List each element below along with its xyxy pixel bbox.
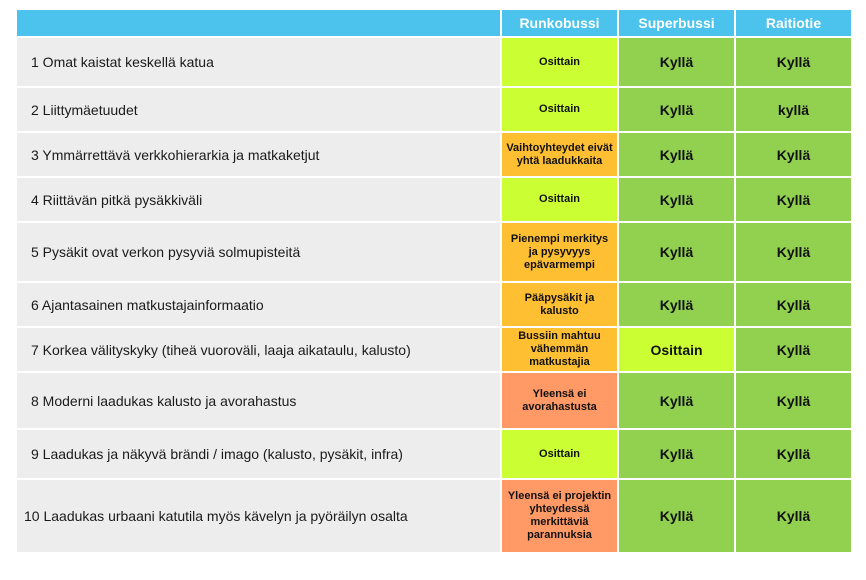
superbussi-cell: Kyllä <box>619 430 734 478</box>
comparison-table <box>15 8 853 554</box>
raitiotie-cell: Kyllä <box>736 223 851 281</box>
runkobussi-cell: Yleensä ei projektin yhteydessä merkittäviä parannuksia <box>502 480 617 552</box>
header-runkobussi: Runkobussi <box>502 10 617 36</box>
table-row <box>17 283 851 326</box>
runkobussi-cell: Osittain <box>502 178 617 221</box>
criterion-cell: 3 Ymmärrettävä verkkohierarkia ja matkaketjut <box>17 133 500 176</box>
raitiotie-cell: Kyllä <box>736 133 851 176</box>
raitiotie-cell: kyllä <box>736 88 851 131</box>
table-row <box>17 133 851 176</box>
table-body <box>17 38 851 552</box>
runkobussi-cell: Osittain <box>502 430 617 478</box>
table-row <box>17 328 851 371</box>
runkobussi-cell: Osittain <box>502 88 617 131</box>
criterion-cell: 1 Omat kaistat keskellä katua <box>17 38 500 86</box>
raitiotie-cell: Kyllä <box>736 480 851 552</box>
raitiotie-cell: Kyllä <box>736 328 851 371</box>
superbussi-cell: Kyllä <box>619 133 734 176</box>
table-row <box>17 223 851 281</box>
raitiotie-cell: Kyllä <box>736 178 851 221</box>
superbussi-cell: Osittain <box>619 328 734 371</box>
superbussi-cell: Kyllä <box>619 38 734 86</box>
superbussi-cell: Kyllä <box>619 373 734 428</box>
header-superbussi: Superbussi <box>619 10 734 36</box>
table-row <box>17 480 851 552</box>
table-row <box>17 178 851 221</box>
raitiotie-cell: Kyllä <box>736 283 851 326</box>
header-raitiotie: Raitiotie <box>736 10 851 36</box>
raitiotie-cell: Kyllä <box>736 373 851 428</box>
criterion-cell: 7 Korkea välityskyky (tiheä vuoroväli, laaja aikataulu, kalusto) <box>17 328 500 371</box>
table-row <box>17 38 851 86</box>
criterion-cell: 6 Ajantasainen matkustajainformaatio <box>17 283 500 326</box>
header-criterion <box>17 10 500 36</box>
criterion-cell: 5 Pysäkit ovat verkon pysyviä solmupisteitä <box>17 223 500 281</box>
runkobussi-cell: Pienempi merkitys ja pysyvyys epävarmempi <box>502 223 617 281</box>
raitiotie-cell: Kyllä <box>736 430 851 478</box>
runkobussi-cell: Pääpysäkit ja kalusto <box>502 283 617 326</box>
superbussi-cell: Kyllä <box>619 283 734 326</box>
criterion-cell: 4 Riittävän pitkä pysäkkiväli <box>17 178 500 221</box>
superbussi-cell: Kyllä <box>619 88 734 131</box>
runkobussi-cell: Vaihtoyhteydet eivät yhtä laadukkaita <box>502 133 617 176</box>
header-row <box>17 10 851 36</box>
superbussi-cell: Kyllä <box>619 480 734 552</box>
criterion-cell: 2 Liittymäetuudet <box>17 88 500 131</box>
criterion-cell: 9 Laadukas ja näkyvä brändi / imago (kalusto, pysäkit, infra) <box>17 430 500 478</box>
criterion-cell: 8 Moderni laadukas kalusto ja avorahastus <box>17 373 500 428</box>
superbussi-cell: Kyllä <box>619 223 734 281</box>
table-row <box>17 373 851 428</box>
table-row <box>17 430 851 478</box>
raitiotie-cell: Kyllä <box>736 38 851 86</box>
criterion-cell: 10 Laadukas urbaani katutila myös kävelyn ja pyöräilyn osalta <box>17 480 500 552</box>
runkobussi-cell: Yleensä ei avorahastusta <box>502 373 617 428</box>
runkobussi-cell: Bussiin mahtuu vähemmän matkustajia <box>502 328 617 371</box>
superbussi-cell: Kyllä <box>619 178 734 221</box>
table-row <box>17 88 851 131</box>
runkobussi-cell: Osittain <box>502 38 617 86</box>
